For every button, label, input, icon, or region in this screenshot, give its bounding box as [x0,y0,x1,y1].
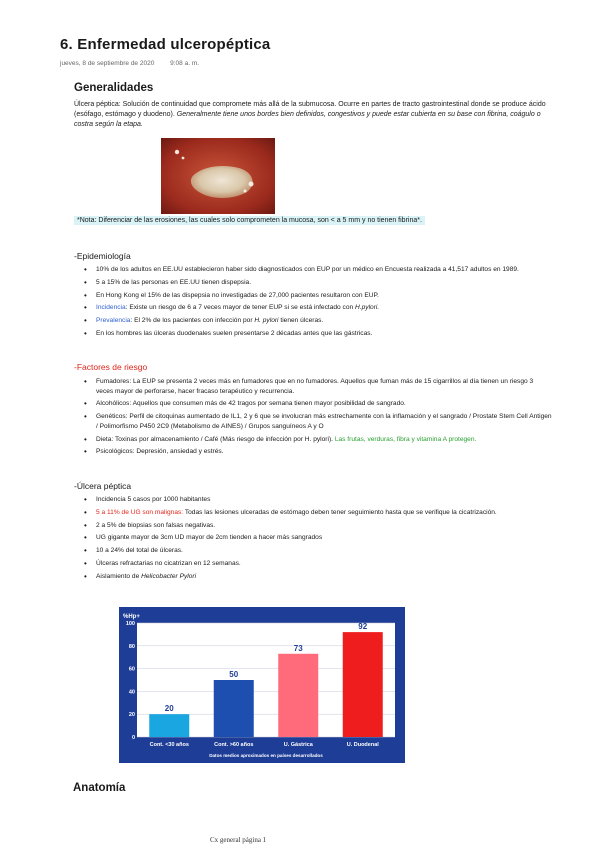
list-item: • Prevalencia: El 2% de los pacientes con infección por H. pylori tienen úlceras. [74,316,552,326]
ulcera-list [74,495,552,584]
chart-x-tick-label: Cont. <30 años [149,742,189,748]
chart-y-tick-label: 40 [128,689,135,696]
list-item: • 2 a 5% de biopsias son falsas negativas. [74,521,552,531]
list-item: • En los hombres las úlceras duodenales suelen presentarse 2 décadas antes que las gástricas. [74,329,552,339]
list-item: • Incidencia 5 casos por 1000 habitantes [74,495,552,505]
epidemiologia-heading: -Epidemiología [74,251,131,261]
factores-list [74,377,552,460]
list-item: • Úlceras refractarias no cicatrizan en 12 semanas. [74,559,552,569]
note-erosiones: *Nota: Diferenciar de las erosiones, las cuales solo comprometen la mucosa, son < a 5 mm y no tienen fibrina*. [74,216,425,225]
chart-data-label: 50 [229,670,239,679]
chart-caption: Datos medios aproximados en países desarrollados [209,753,323,758]
page-title: 6. Enfermedad ulceropéptica [60,36,271,53]
list-item: • 10% de los adultos en EE.UU establecieron haber sido diagnosticados con EUP por un médico en Encuesta realizada a 41,517 adultos en 1989. [74,265,552,275]
chart-bar [278,654,318,737]
chart-data-label: 73 [293,643,303,653]
page-footer: Cx general página 1 [210,836,267,844]
page-date: jueves, 8 de septiembre de 2020 [60,60,155,67]
hpylori-chart [119,607,405,763]
chart-data-label: 20 [164,704,174,714]
prevalencia-label: Prevalencia [96,317,131,325]
ulcer-photo-drawing [161,138,275,214]
factores-heading: -Factores de riesgo [74,362,148,372]
list-item: • Alcohólicos: Aquellos que consumen más de 42 tragos por semana tienen mayor posibilidad de sangrado. [74,399,552,409]
chart-svg [119,607,405,763]
chart-y-tick-label: 80 [128,643,135,650]
list-item: • 5 a 15% de las personas en EE.UU tienen dispepsia. [74,278,552,288]
chart-y-tick-label: 100 [125,621,135,627]
list-item: • Aislamiento de Helicobacter Pylori [74,572,552,582]
chart-x-tick-label: Cont. >60 años [214,742,254,748]
chart-x-tick-label: U. Duodenal [346,742,379,748]
list-item: • Dieta: Toxinas por almacenamiento / Café (Más riesgo de infección por H. pylori). Las frutas, verduras, fibra y vitamina A protegen. [74,435,552,445]
chart-x-tick-label: U. Gástrica [283,742,313,748]
list-item: • Incidencia: Existe un riesgo de 6 a 7 veces mayor de tener EUP si se está infectado con H.pylori. [74,303,552,313]
chart-y-label: %Hp+ [123,614,140,620]
ulcer-photo [161,138,275,214]
term-ulcera-peptica: Úlcera péptica [74,101,119,108]
list-item: • Fumadores: La EUP se presenta 2 veces más en fumadores que en no fumadores. Aquellos que fuman más de 15 cigarrillos al día tienen un riesgo 3 veces mayor de perforarse, hacer fracaso terapéutico y recurrencia. [74,377,552,396]
chart-y-tick-label: 60 [128,666,135,673]
chart-bar [149,714,189,737]
list-item: • Psicológicos: Depresión, ansiedad y estrés. [74,447,552,457]
chart-y-tick-label: 0 [131,735,135,741]
chart-bar [343,632,383,737]
list-item: • UG gigante mayor de 3cm UD mayor de 2cm tienden a hacer más sangrados [74,533,552,543]
page-metadata [60,60,213,67]
ulcera-heading: -Úlcera péptica [74,481,132,491]
epidemiologia-list [74,265,552,342]
list-item: • Genéticos: Perfil de citoquinas aumentado de IL1, 2 y 6 que se involucran más estrechamente con la inflamación y el sangrado / Prostate Stem Cell Antigen / Polimorfismo P450 2C9 (Metabolismo de AINES) / Grupos sanguíneos A y O [74,412,552,431]
list-item: • 5 a 11% de UG son malignas: Todas las lesiones ulceradas de estómago deben tener seguimiento hasta que se verifique la cicatrización. [74,508,552,518]
definition-text: : Solución de continuidad que compromete más allá de la submucosa. Ocurre en partes de tracto gastrointestinal donde se produce ácido (esófago, estómago y duodeno). [74,101,546,118]
chart-data-label: 92 [358,622,368,632]
page-time: 9:08 a. m. [170,60,200,67]
chart-y-tick-label: 20 [128,712,135,719]
incidencia-label: Incidencia [96,304,126,312]
anatomia-heading: Anatomía [73,782,126,794]
list-item: • 10 a 24% del total de úlceras. [74,546,552,556]
list-item: • En Hong Kong el 15% de las dispepsia no investigadas de 27,000 pacientes resultaron con EUP. [74,291,552,301]
definition-italic: Generalmente tiene unos bordes bien definidos, congestivos y puede estar cubierta en su base con fibrina, coágulo o costra según la etapa. [74,111,541,128]
generalidades-heading: Generalidades [74,82,154,94]
generalidades-paragraph [74,100,552,130]
chart-bar [214,680,254,737]
